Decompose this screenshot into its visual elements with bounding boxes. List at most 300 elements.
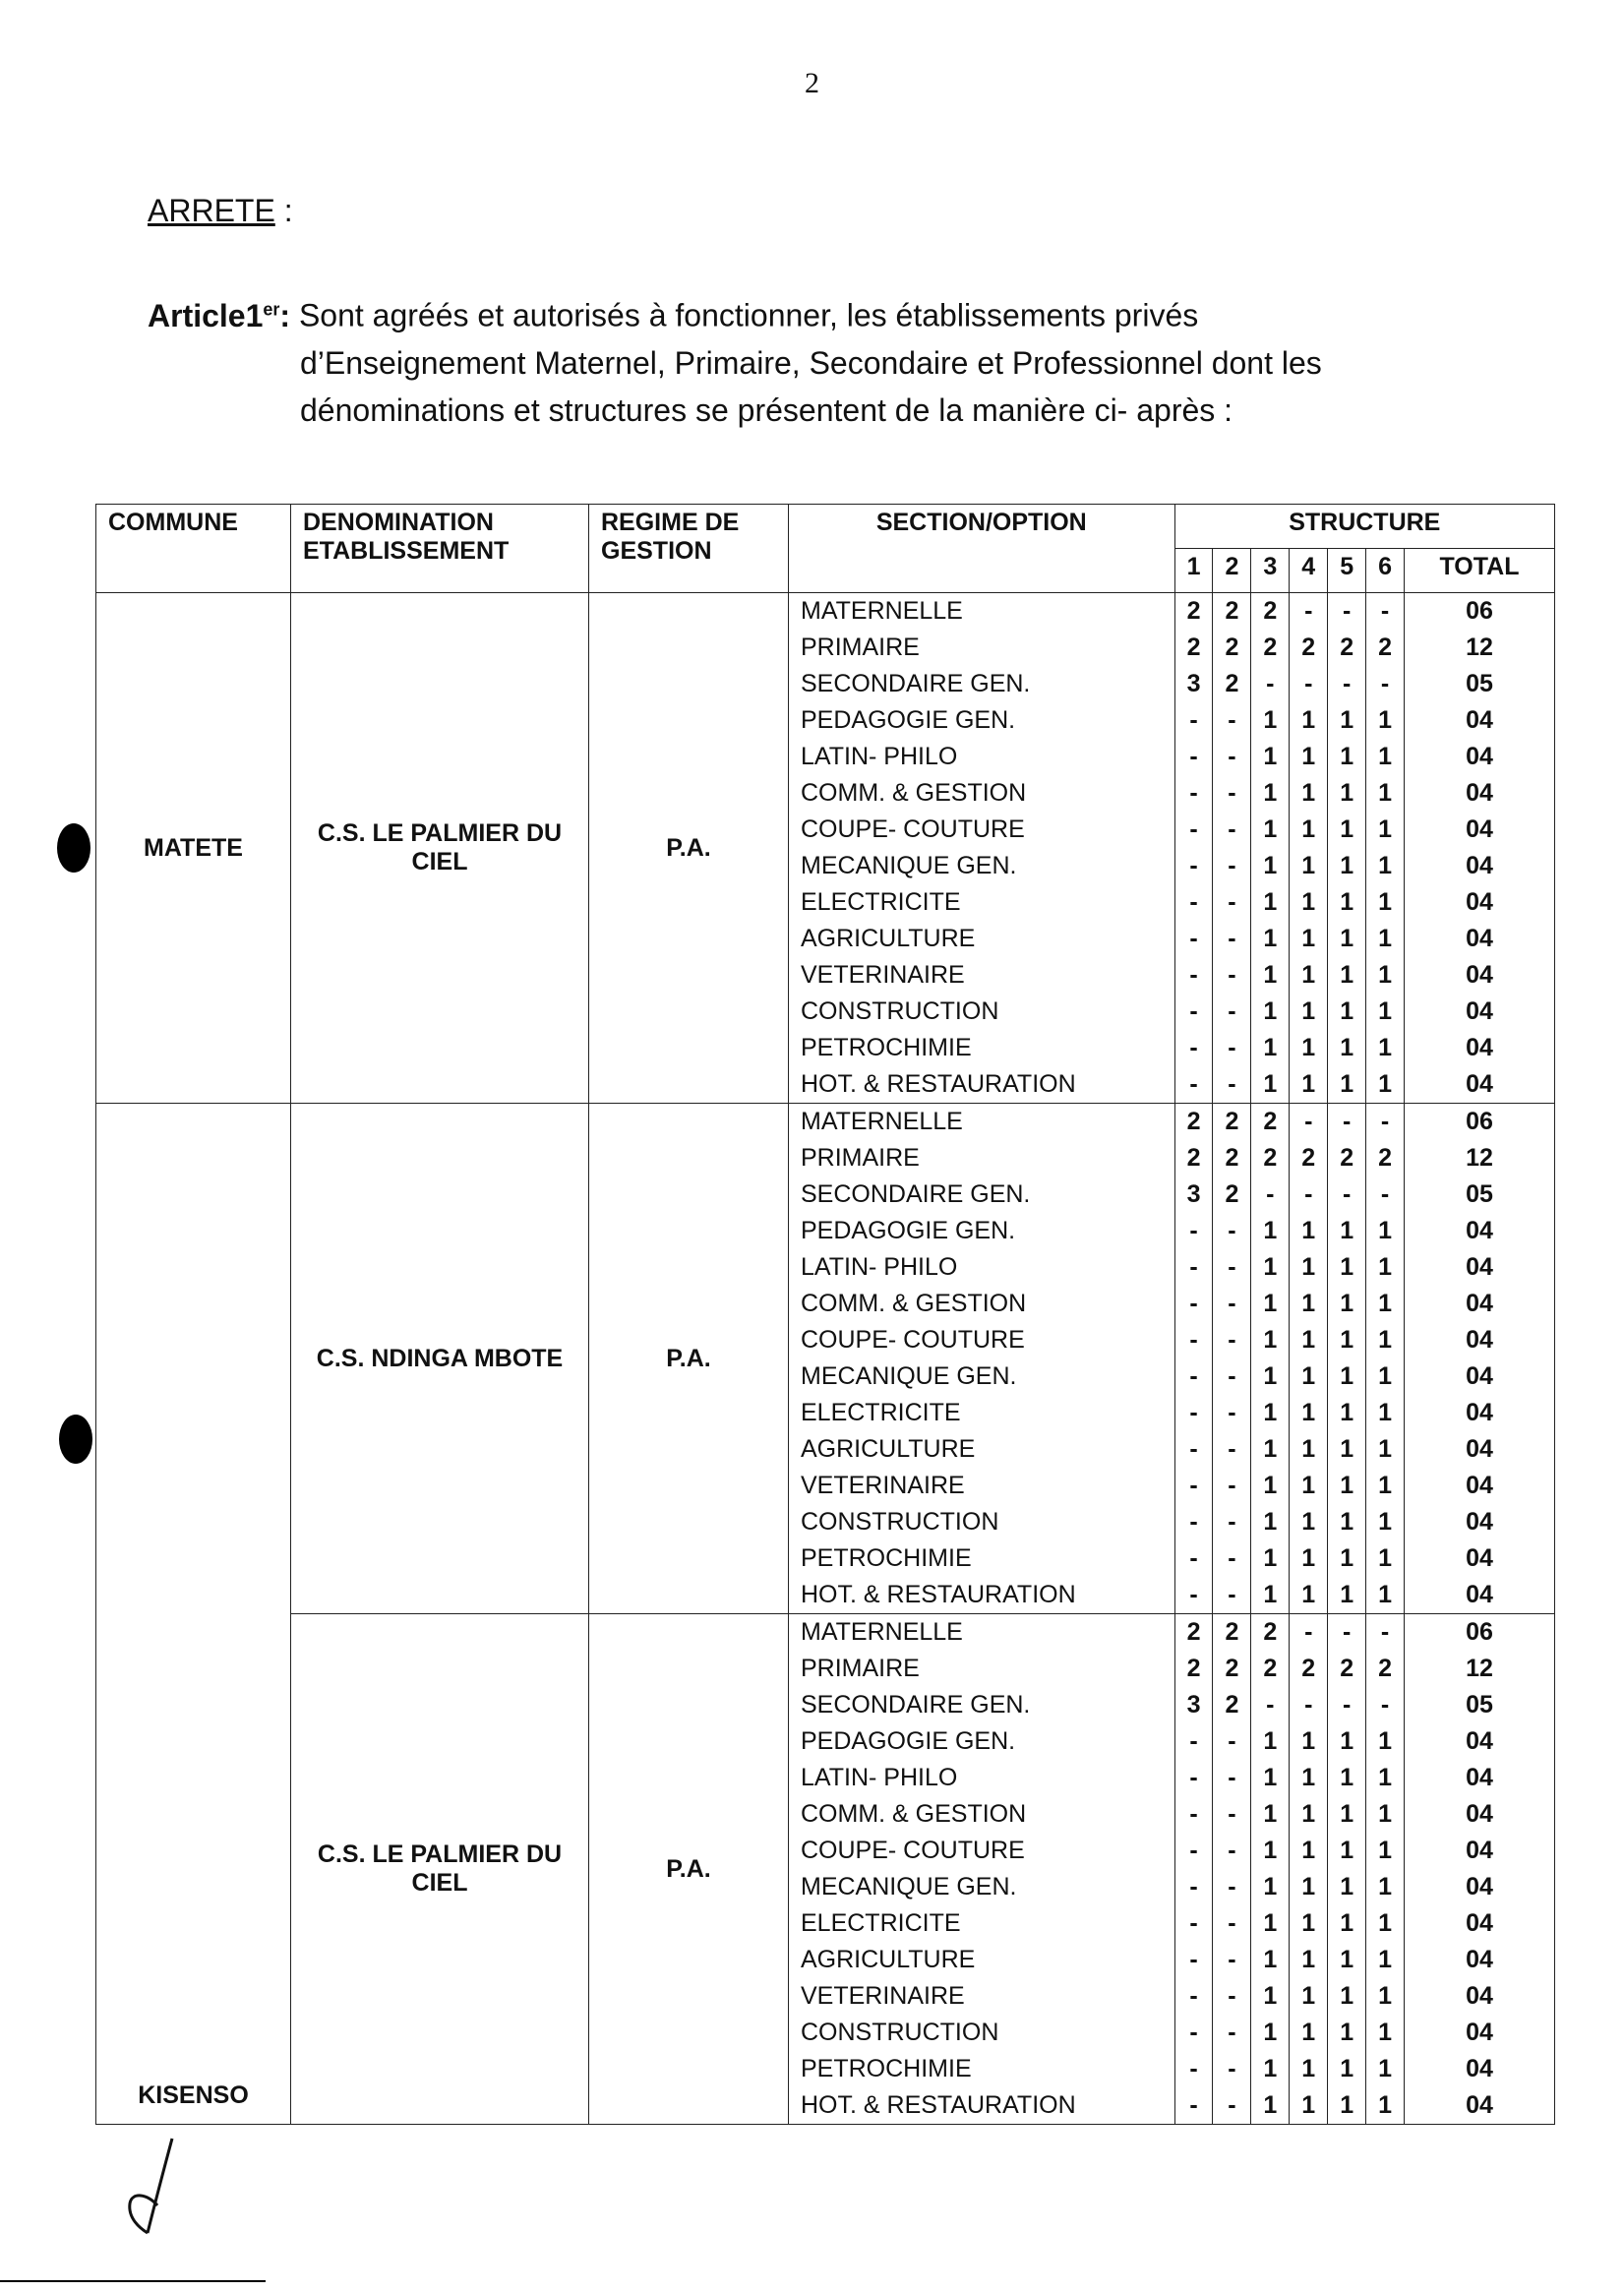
page-number: 2 [805,67,819,99]
structure-value-cell: 1 [1251,1796,1290,1833]
structure-value-cell: 1 [1366,1468,1405,1504]
structure-value-cell: - [1213,1468,1251,1504]
total-cell: 05 [1405,1687,1555,1723]
total-cell: 04 [1405,1942,1555,1978]
header-col-6: 6 [1366,549,1405,593]
commune-cell: KISENSO [96,1104,291,2125]
structure-value-cell: - [1174,775,1213,812]
total-cell: 04 [1405,1468,1555,1504]
structure-value-cell: - [1174,1723,1213,1760]
total-cell: 04 [1405,812,1555,848]
section-option-cell: SECONDAIRE GEN. [789,1687,1175,1723]
article-label: Article1er: [148,297,291,333]
structure-value-cell: 1 [1366,739,1405,775]
section-option-cell: MECANIQUE GEN. [789,1358,1175,1395]
structure-value-cell: 1 [1328,1540,1366,1577]
structure-value-cell: 1 [1366,1577,1405,1614]
structure-value-cell: - [1174,1869,1213,1905]
structure-value-cell: - [1213,1540,1251,1577]
header-col-3: 3 [1251,549,1290,593]
structure-value-cell: 2 [1251,1104,1290,1141]
section-option-cell: ELECTRICITE [789,1905,1175,1942]
structure-value-cell: 1 [1290,848,1328,884]
structure-value-cell: 1 [1251,884,1290,921]
structure-value-cell: 1 [1290,775,1328,812]
total-cell: 04 [1405,1286,1555,1322]
structure-value-cell: 1 [1251,812,1290,848]
structure-value-cell: 1 [1251,1869,1290,1905]
structure-value-cell: 1 [1366,1066,1405,1104]
structure-value-cell: 1 [1366,1796,1405,1833]
structure-value-cell: - [1366,1614,1405,1652]
total-cell: 04 [1405,884,1555,921]
structure-value-cell: - [1213,957,1251,994]
structure-value-cell: - [1213,1905,1251,1942]
header-structure: STRUCTURE [1174,505,1554,549]
total-cell: 04 [1405,1504,1555,1540]
article-line-1: Sont agréés et autorisés à fonctionner, les établissements privés [298,297,1199,333]
structure-value-cell: - [1174,1431,1213,1468]
structure-value-cell: - [1174,2015,1213,2051]
structure-value-cell: 2 [1213,1614,1251,1652]
structure-value-cell: 2 [1290,1140,1328,1176]
structure-value-cell: - [1174,1286,1213,1322]
structure-value-cell: 1 [1328,1942,1366,1978]
structure-value-cell: 1 [1251,1978,1290,2015]
structure-value-cell: 1 [1328,1468,1366,1504]
structure-value-cell: 1 [1290,739,1328,775]
header-section: SECTION/OPTION [789,505,1175,593]
regime-cell: P.A. [589,1614,789,2125]
structure-value-cell: - [1174,1322,1213,1358]
total-cell: 04 [1405,1066,1555,1104]
structure-value-cell: 1 [1290,1577,1328,1614]
regime-cell: P.A. [589,593,789,1104]
structure-value-cell: 2 [1366,1140,1405,1176]
regime-cell: P.A. [589,1104,789,1614]
structure-value-cell: - [1174,1395,1213,1431]
structure-value-cell: 2 [1174,593,1213,631]
structure-value-cell: - [1174,739,1213,775]
structure-value-cell: 1 [1290,1978,1328,2015]
structure-value-cell: - [1328,593,1366,631]
structure-value-cell: - [1366,593,1405,631]
structure-value-cell: - [1290,1104,1328,1141]
structure-value-cell: 1 [1366,775,1405,812]
structure-value-cell: 1 [1328,1869,1366,1905]
structure-value-cell: 2 [1251,1140,1290,1176]
structure-value-cell: 1 [1366,1504,1405,1540]
structure-value-cell: 1 [1366,1395,1405,1431]
punch-hole-mark [57,823,90,873]
structure-value-cell: - [1174,884,1213,921]
section-option-cell: CONSTRUCTION [789,994,1175,1030]
structure-value-cell: 1 [1366,1540,1405,1577]
structure-value-cell: 1 [1290,1869,1328,1905]
structure-value-cell: - [1290,593,1328,631]
structure-value-cell: 1 [1290,957,1328,994]
structure-value-cell: 1 [1328,1286,1366,1322]
structure-value-cell: - [1213,1978,1251,2015]
structure-value-cell: 1 [1251,1833,1290,1869]
structure-value-cell: - [1328,1104,1366,1141]
table-row [96,1104,1555,1141]
structure-value-cell: - [1174,1760,1213,1796]
structure-value-cell: - [1213,884,1251,921]
structure-value-cell: - [1174,1796,1213,1833]
structure-value-cell: 2 [1174,1140,1213,1176]
structure-value-cell: 1 [1290,2087,1328,2125]
structure-value-cell: - [1213,1066,1251,1104]
total-cell: 04 [1405,921,1555,957]
section-option-cell: HOT. & RESTAURATION [789,1066,1175,1104]
total-cell: 04 [1405,1249,1555,1286]
structure-value-cell: - [1290,1614,1328,1652]
structure-value-cell: 2 [1251,630,1290,666]
structure-value-cell: 1 [1328,1249,1366,1286]
structure-value-cell: 1 [1366,957,1405,994]
structure-value-cell: 2 [1213,1104,1251,1141]
structure-value-cell: - [1328,1687,1366,1723]
structure-value-cell: 1 [1328,1796,1366,1833]
structure-value-cell: - [1213,2087,1251,2125]
structure-value-cell: 1 [1290,994,1328,1030]
structure-value-cell: 1 [1328,702,1366,739]
structure-value-cell: 1 [1251,1066,1290,1104]
structure-value-cell: - [1174,1577,1213,1614]
structure-value-cell: - [1251,666,1290,702]
arrete-heading-colon: : [274,193,293,228]
structure-value-cell: 1 [1366,1869,1405,1905]
total-cell: 04 [1405,2015,1555,2051]
structure-value-cell: 1 [1251,1905,1290,1942]
total-cell: 04 [1405,994,1555,1030]
header-col-5: 5 [1328,549,1366,593]
structure-value-cell: - [1213,1431,1251,1468]
header-col-2: 2 [1213,549,1251,593]
table-row [96,1614,1555,1652]
structure-value-cell: - [1213,1869,1251,1905]
total-cell: 04 [1405,1833,1555,1869]
structure-value-cell: 1 [1251,2087,1290,2125]
section-option-cell: MECANIQUE GEN. [789,848,1175,884]
structure-value-cell: 1 [1290,1796,1328,1833]
structure-value-cell: - [1213,1030,1251,1066]
structure-value-cell: - [1213,1286,1251,1322]
total-cell: 12 [1405,1651,1555,1687]
structure-value-cell: 2 [1366,630,1405,666]
section-option-cell: PEDAGOGIE GEN. [789,1723,1175,1760]
section-option-cell: COMM. & GESTION [789,775,1175,812]
total-cell: 04 [1405,848,1555,884]
structure-value-cell: 1 [1328,2087,1366,2125]
structure-value-cell: 1 [1366,812,1405,848]
section-option-cell: HOT. & RESTAURATION [789,2087,1175,2125]
structure-value-cell: 1 [1290,1358,1328,1395]
total-cell: 04 [1405,1431,1555,1468]
structure-value-cell: 1 [1328,884,1366,921]
structure-value-cell: 1 [1328,1431,1366,1468]
structure-value-cell: 1 [1328,1213,1366,1249]
section-option-cell: PRIMAIRE [789,1140,1175,1176]
structure-value-cell: 1 [1251,2051,1290,2087]
structure-value-cell: - [1290,666,1328,702]
structure-value-cell: - [1174,2051,1213,2087]
structure-value-cell: 2 [1174,630,1213,666]
section-option-cell: MATERNELLE [789,593,1175,631]
structure-value-cell: 1 [1290,1030,1328,1066]
structure-value-cell: - [1213,1213,1251,1249]
structure-value-cell: 1 [1290,1833,1328,1869]
header-total: TOTAL [1405,549,1555,593]
structure-value-cell: - [1366,1176,1405,1213]
structure-value-cell: 2 [1290,1651,1328,1687]
structure-value-cell: 1 [1328,1760,1366,1796]
section-option-cell: ELECTRICITE [789,884,1175,921]
structure-value-cell: 1 [1251,1504,1290,1540]
structure-value-cell: 1 [1290,1723,1328,1760]
structure-value-cell: 1 [1328,1322,1366,1358]
structure-value-cell: - [1290,1687,1328,1723]
total-cell: 04 [1405,1869,1555,1905]
structure-value-cell: 2 [1213,593,1251,631]
structure-value-cell: 1 [1251,1540,1290,1577]
structure-value-cell: - [1213,1358,1251,1395]
total-cell: 05 [1405,1176,1555,1213]
total-cell: 04 [1405,739,1555,775]
punch-hole-mark [59,1415,92,1464]
total-cell: 04 [1405,1723,1555,1760]
structure-value-cell: 1 [1251,739,1290,775]
structure-value-cell: - [1213,2015,1251,2051]
commune-cell: MATETE [96,593,291,1104]
structure-value-cell: 1 [1290,1066,1328,1104]
structure-value-cell: - [1251,1687,1290,1723]
arrete-heading [148,193,293,229]
structure-value-cell: 2 [1251,1614,1290,1652]
section-option-cell: AGRICULTURE [789,921,1175,957]
structure-value-cell: 1 [1251,1322,1290,1358]
structure-value-cell: - [1213,1504,1251,1540]
structure-value-cell: - [1213,1723,1251,1760]
structure-value-cell: 1 [1366,702,1405,739]
structure-value-cell: 1 [1251,1431,1290,1468]
structure-value-cell: 1 [1251,1723,1290,1760]
structure-value-cell: - [1328,1614,1366,1652]
structure-value-cell: 1 [1290,2015,1328,2051]
structure-value-cell: 1 [1290,1431,1328,1468]
article-line-3: dénominations et structures se présentent de la manière ci- après : [300,392,1233,428]
structure-table [95,504,1555,2125]
structure-value-cell: 1 [1366,2051,1405,2087]
structure-value-cell: 1 [1251,1942,1290,1978]
structure-value-cell: 1 [1366,1942,1405,1978]
structure-value-cell: 3 [1174,666,1213,702]
structure-value-cell: - [1366,666,1405,702]
section-option-cell: LATIN- PHILO [789,739,1175,775]
structure-value-cell: 1 [1251,1030,1290,1066]
header-regime: REGIME DE GESTION [589,505,789,593]
total-cell: 12 [1405,1140,1555,1176]
structure-value-cell: 1 [1251,1286,1290,1322]
structure-value-cell: 1 [1366,2015,1405,2051]
structure-value-cell: 1 [1366,1286,1405,1322]
structure-value-cell: 1 [1251,775,1290,812]
structure-value-cell: 1 [1251,1358,1290,1395]
structure-value-cell: 1 [1328,1395,1366,1431]
structure-value-cell: - [1213,702,1251,739]
header-commune: COMMUNE [96,505,291,593]
section-option-cell: COMM. & GESTION [789,1796,1175,1833]
section-option-cell: PETROCHIMIE [789,1030,1175,1066]
structure-value-cell: 1 [1251,2015,1290,2051]
structure-value-cell: 1 [1366,1760,1405,1796]
structure-value-cell: - [1213,1577,1251,1614]
structure-value-cell: 1 [1366,1978,1405,2015]
structure-value-cell: 1 [1290,1942,1328,1978]
structure-value-cell: 1 [1290,1395,1328,1431]
structure-value-cell: - [1328,1176,1366,1213]
structure-value-cell: - [1174,1540,1213,1577]
structure-value-cell: - [1213,1760,1251,1796]
structure-value-cell: - [1174,848,1213,884]
structure-value-cell: - [1213,2051,1251,2087]
structure-value-cell: - [1213,1395,1251,1431]
section-option-cell: COUPE- COUTURE [789,1833,1175,1869]
table-body [96,593,1555,2125]
structure-value-cell: 1 [1328,1066,1366,1104]
section-option-cell: CONSTRUCTION [789,2015,1175,2051]
structure-value-cell: - [1213,1833,1251,1869]
section-option-cell: PEDAGOGIE GEN. [789,702,1175,739]
total-cell: 04 [1405,1540,1555,1577]
section-option-cell: SECONDAIRE GEN. [789,1176,1175,1213]
structure-value-cell: 1 [1290,1905,1328,1942]
total-cell: 04 [1405,1905,1555,1942]
structure-value-cell: - [1213,1942,1251,1978]
header-denomination: DENOMINATION ETABLISSEMENT [291,505,589,593]
structure-value-cell: 1 [1290,884,1328,921]
section-option-cell: VETERINAIRE [789,957,1175,994]
structure-value-cell: 2 [1328,1140,1366,1176]
structure-value-cell: 2 [1174,1651,1213,1687]
total-cell: 04 [1405,1213,1555,1249]
total-cell: 04 [1405,1796,1555,1833]
structure-value-cell: 1 [1251,1213,1290,1249]
structure-value-cell: 1 [1366,1358,1405,1395]
section-option-cell: COUPE- COUTURE [789,1322,1175,1358]
structure-value-cell: - [1174,1213,1213,1249]
arrete-heading-text: ARRETE [148,193,275,228]
total-cell: 04 [1405,702,1555,739]
structure-value-cell: - [1213,921,1251,957]
section-option-cell: MATERNELLE [789,1614,1175,1652]
structure-value-cell: - [1366,1104,1405,1141]
signature-mark [118,2135,197,2243]
structure-value-cell: - [1174,994,1213,1030]
structure-value-cell: - [1213,848,1251,884]
establishment-cell: C.S. LE PALMIER DU CIEL [291,1614,589,2125]
structure-value-cell: 1 [1328,1833,1366,1869]
structure-value-cell: - [1174,1066,1213,1104]
structure-value-cell: 1 [1251,957,1290,994]
section-option-cell: LATIN- PHILO [789,1760,1175,1796]
total-cell: 04 [1405,1395,1555,1431]
section-option-cell: LATIN- PHILO [789,1249,1175,1286]
structure-value-cell: - [1366,1687,1405,1723]
structure-value-cell: 1 [1328,1978,1366,2015]
total-cell: 04 [1405,1760,1555,1796]
structure-value-cell: 1 [1328,775,1366,812]
section-option-cell: SECONDAIRE GEN. [789,666,1175,702]
structure-value-cell: 1 [1366,994,1405,1030]
structure-value-cell: 2 [1213,1176,1251,1213]
total-cell: 06 [1405,1614,1555,1652]
structure-value-cell: - [1174,1358,1213,1395]
structure-value-cell: 1 [1328,1723,1366,1760]
structure-value-cell: - [1174,2087,1213,2125]
structure-value-cell: 1 [1251,848,1290,884]
total-cell: 04 [1405,2087,1555,2125]
structure-value-cell: 1 [1366,921,1405,957]
structure-value-cell: 1 [1328,812,1366,848]
structure-value-cell: 1 [1328,957,1366,994]
section-option-cell: COUPE- COUTURE [789,812,1175,848]
section-option-cell: COMM. & GESTION [789,1286,1175,1322]
header-col-4: 4 [1290,549,1328,593]
total-cell: 06 [1405,1104,1555,1141]
structure-value-cell: 1 [1366,2087,1405,2125]
section-option-cell: PEDAGOGIE GEN. [789,1213,1175,1249]
total-cell: 04 [1405,1358,1555,1395]
structure-value-cell: 1 [1366,884,1405,921]
header-col-1: 1 [1174,549,1213,593]
structure-value-cell: 1 [1328,921,1366,957]
structure-value-cell: 1 [1328,848,1366,884]
structure-value-cell: 3 [1174,1176,1213,1213]
total-cell: 04 [1405,957,1555,994]
structure-value-cell: - [1174,702,1213,739]
structure-value-cell: - [1174,921,1213,957]
structure-value-cell: 1 [1366,1322,1405,1358]
structure-value-cell: 1 [1328,2015,1366,2051]
structure-value-cell: 1 [1366,1723,1405,1760]
structure-value-cell: 2 [1213,630,1251,666]
structure-value-cell: 1 [1366,1030,1405,1066]
establishment-cell: C.S. LE PALMIER DU CIEL [291,593,589,1104]
structure-value-cell: 1 [1366,1833,1405,1869]
structure-value-cell: - [1174,1468,1213,1504]
structure-value-cell: - [1213,775,1251,812]
structure-value-cell: 1 [1251,1468,1290,1504]
section-option-cell: HOT. & RESTAURATION [789,1577,1175,1614]
structure-value-cell: 1 [1290,2051,1328,2087]
structure-value-cell: 1 [1251,702,1290,739]
structure-value-cell: - [1174,957,1213,994]
total-cell: 04 [1405,1577,1555,1614]
structure-value-cell: 2 [1290,630,1328,666]
structure-value-cell: - [1290,1176,1328,1213]
structure-value-cell: 2 [1328,1651,1366,1687]
section-option-cell: PRIMAIRE [789,630,1175,666]
structure-value-cell: 2 [1328,630,1366,666]
section-option-cell: PRIMAIRE [789,1651,1175,1687]
structure-value-cell: - [1213,1322,1251,1358]
structure-value-cell: 1 [1328,2051,1366,2087]
structure-value-cell: 1 [1251,1760,1290,1796]
structure-value-cell: 1 [1328,1030,1366,1066]
structure-value-cell: - [1213,812,1251,848]
